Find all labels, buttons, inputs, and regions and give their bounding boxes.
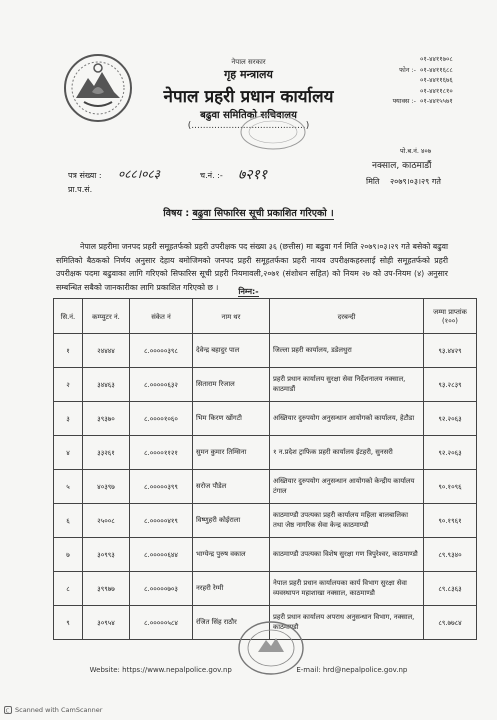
table-row: [54, 504, 477, 538]
recommendation-table: [53, 298, 477, 640]
prapa-label: प्रा.प.सं.: [68, 185, 93, 194]
date-label: मिति: [366, 177, 380, 186]
cell-name: विष्णुहरी कोईराला: [193, 504, 270, 538]
patra-value: ०८८।०८३: [118, 167, 160, 181]
cell-name: नरहरी रेग्मी: [193, 572, 270, 606]
cell-code-no: ८.०००००७०३: [130, 572, 193, 606]
table-row: [54, 470, 477, 504]
cell-sn: ३: [54, 402, 83, 436]
cell-posting: अख्तियार दुरुपयोग अनुसन्धान आयोगको कार्यालय, हेटौडा: [270, 402, 424, 436]
date-value: २०७९।०३।२९ गते: [390, 177, 441, 186]
cell-computer-no: ३०९९३: [83, 538, 130, 572]
contact-row: ०१-४४११८१०: [420, 86, 453, 95]
cell-score: ९०.१९६१: [424, 504, 477, 538]
cell-posting: प्रहरी प्रधान कार्यालय सुरक्षा सेवा निर्देशनालय नक्साल, काठमाडौं: [270, 368, 424, 402]
body-text: नेपाल प्रहरीमा जनपद प्रहरी समूहतर्फको प्रहरी उपरीक्षक पद संख्या ३६ (छत्तीस) मा बढुवा गर्न मिति २०७९।०३।२९ गते बसेको बढुवा समितिको बैठकको निर्णय अनुसार देहाय बमोजिमको जनपद प्रहरी समूहतर्फका प्रहरी नायव उपरीक्षकहरुलाई सोही समूहतर्फको प्रहरी उपरीक्षक पदमा बढुवाका लागि गरिएको सिफारिस सूची प्रहरी नियमावली,२०७१ (संशोधन सहित) को नियम २७ को उप-नियम (४) अनुसार सम्बन्धित सबैको जानकारीका लागि प्रकाशित गरिएको छ ।: [56, 242, 448, 292]
cell-posting: १ न.प्रदेश ट्राफिक प्रहरी कार्यालय ईटहरी, सुनसरी: [270, 436, 424, 470]
cell-code-no: ८.०००००३९९: [130, 470, 193, 504]
col-header-name: नाम थर: [193, 299, 270, 334]
office-title: नेपाल प्रहरी प्रधान कार्यालय: [163, 87, 334, 107]
cell-computer-no: ३०९५४: [83, 606, 130, 640]
cell-code-no: ८.०००००४१९: [130, 504, 193, 538]
cell-computer-no: २४४४४: [83, 334, 130, 368]
cell-posting: काठमाण्डौ उपत्यका प्रहरी कार्यालय महिला बालबालिका तथा जेष्ठ नागरिक सेवा केन्द्र काठमाण्डौ: [270, 504, 424, 538]
subject-text: बढुवा सिफारिस सूची प्रकाशित गरिएको ।: [192, 208, 334, 219]
cell-name: भिम किरण खोंगटी: [193, 402, 270, 436]
subject-label: विषय :: [163, 208, 190, 219]
col-header-posting: दरबन्दी: [270, 299, 424, 334]
cell-code-no: ८.०००००३९८: [130, 334, 193, 368]
cell-posting: अख्तियार दुरुपयोग अनुसन्धान आयोगको केन्द्रीय कार्यालय टंगाल: [270, 470, 424, 504]
table-row: [54, 538, 477, 572]
cell-score: ९२.२०६३: [424, 436, 477, 470]
cell-code-no: ८.०००००६३२: [130, 368, 193, 402]
cell-name: देवेन्द्र बहादुर पाल: [193, 334, 270, 368]
cell-computer-no: ३९९७७: [83, 572, 130, 606]
cell-score: ९०.१०९६: [424, 470, 477, 504]
footer: [0, 666, 497, 674]
camscanner-logo-icon: [4, 706, 12, 714]
gov-label: नेपाल सरकार: [231, 58, 266, 66]
header-stamp-icon: [238, 112, 308, 152]
table-row: [54, 572, 477, 606]
cell-code-no: ८.०००००६४४: [130, 538, 193, 572]
scanner-watermark: C Scanned with CamScanner: [5, 706, 103, 714]
chalani-value: ७२११: [238, 167, 268, 183]
svg-text:C: C: [5, 708, 10, 714]
cell-sn: ४: [54, 436, 83, 470]
cell-code-no: ८.०००००५८४: [130, 606, 193, 640]
location: नक्साल, काठमाडौं: [372, 161, 432, 171]
contact-list: [382, 54, 453, 107]
patra-label: पत्र संख्या :: [68, 171, 102, 180]
subject-line: [0, 206, 497, 219]
footer-email[interactable]: E-mail: hrd@nepalpolice.gov.np: [296, 666, 408, 674]
cell-computer-no: ३३२६१: [83, 436, 130, 470]
table-header-row: [54, 299, 477, 334]
cell-score: ८९.७७८४: [424, 606, 477, 640]
table-row: [54, 402, 477, 436]
cell-computer-no: ३४४६३: [83, 368, 130, 402]
col-header-total-score: जम्मा प्राप्तांक (१००): [424, 299, 477, 334]
cell-score: ८९.९३४०: [424, 538, 477, 572]
footer-website[interactable]: Website: https://www.nepalpolice.gov.np: [89, 666, 232, 674]
cell-sn: ९: [54, 606, 83, 640]
cell-posting: काठमाण्डौ उपत्यका विशेष सुरक्षा गण त्रिपुरेश्वर, काठमाण्डौ: [270, 538, 424, 572]
cell-posting: जिल्ला प्रहरी कार्यालय, डडेलधुरा: [270, 334, 424, 368]
cell-computer-no: ४०३९७: [83, 470, 130, 504]
cell-code-no: ८.००००११२१: [130, 436, 193, 470]
po-box: पो.ब.नं. ४०७: [400, 147, 432, 155]
cell-posting: प्रहरी प्रधान कार्यालय अपराध अनुसन्धान विभाग, नक्साल, काठमाण्डौ: [270, 606, 424, 640]
contact-row: ०१-४४११६७६: [420, 76, 453, 84]
cell-sn: १: [54, 334, 83, 368]
col-header-sn: सि.नं.: [54, 299, 83, 334]
cell-name: सुमन कुमार तिम्सिना: [193, 436, 270, 470]
cell-sn: २: [54, 368, 83, 402]
cell-computer-no: २५००८: [83, 504, 130, 538]
cell-code-no: ८.००००१०६०: [130, 402, 193, 436]
table-row: [54, 334, 477, 368]
cell-sn: ६: [54, 504, 83, 538]
col-header-code-no: संकेत नं: [130, 299, 193, 334]
cell-name: सरोज पौडेल: [193, 470, 270, 504]
cell-sn: ५: [54, 470, 83, 504]
cell-name: सिताराम रिजाल: [193, 368, 270, 402]
attachment-title: निम्न:-: [238, 287, 259, 296]
cell-computer-no: ३९३७०: [83, 402, 130, 436]
committee-title: बढुवा समितिको सचिवालय: [200, 110, 297, 121]
committee-dots: (........................................): [187, 121, 310, 131]
contact-row: ०१-४४११७०८: [420, 55, 453, 63]
cell-name: भाग्येन्द्र पुरुष वकाल: [193, 538, 270, 572]
table-row: [54, 436, 477, 470]
col-header-computer-no: कम्प्युटर नं.: [83, 299, 130, 334]
table-row: [54, 368, 477, 402]
contact-row: फोन :- ०१-४४११६८८: [399, 65, 453, 74]
cell-sn: ८: [54, 572, 83, 606]
chalani-label: च.नं. :-: [200, 171, 223, 180]
cell-score: ९३.२८३९: [424, 368, 477, 402]
cell-score: ९३.४४२९: [424, 334, 477, 368]
cell-score: ८९.८३६३: [424, 572, 477, 606]
cell-sn: ७: [54, 538, 83, 572]
cell-score: ९२.२०६३: [424, 402, 477, 436]
contact-row: फ्याक्स :- ०१-४४१५५७१: [392, 97, 453, 105]
ministry-title: गृह मन्त्रालय: [224, 68, 273, 81]
cell-name: रंजित सिंह राठौर: [193, 606, 270, 640]
cell-posting: नेपाल प्रहरी प्रधान कार्यालयका कार्य विभाग सुरक्षा सेवा व्यवस्थापन महाशाखा नक्साल, काठमाण्डौ: [270, 572, 424, 606]
